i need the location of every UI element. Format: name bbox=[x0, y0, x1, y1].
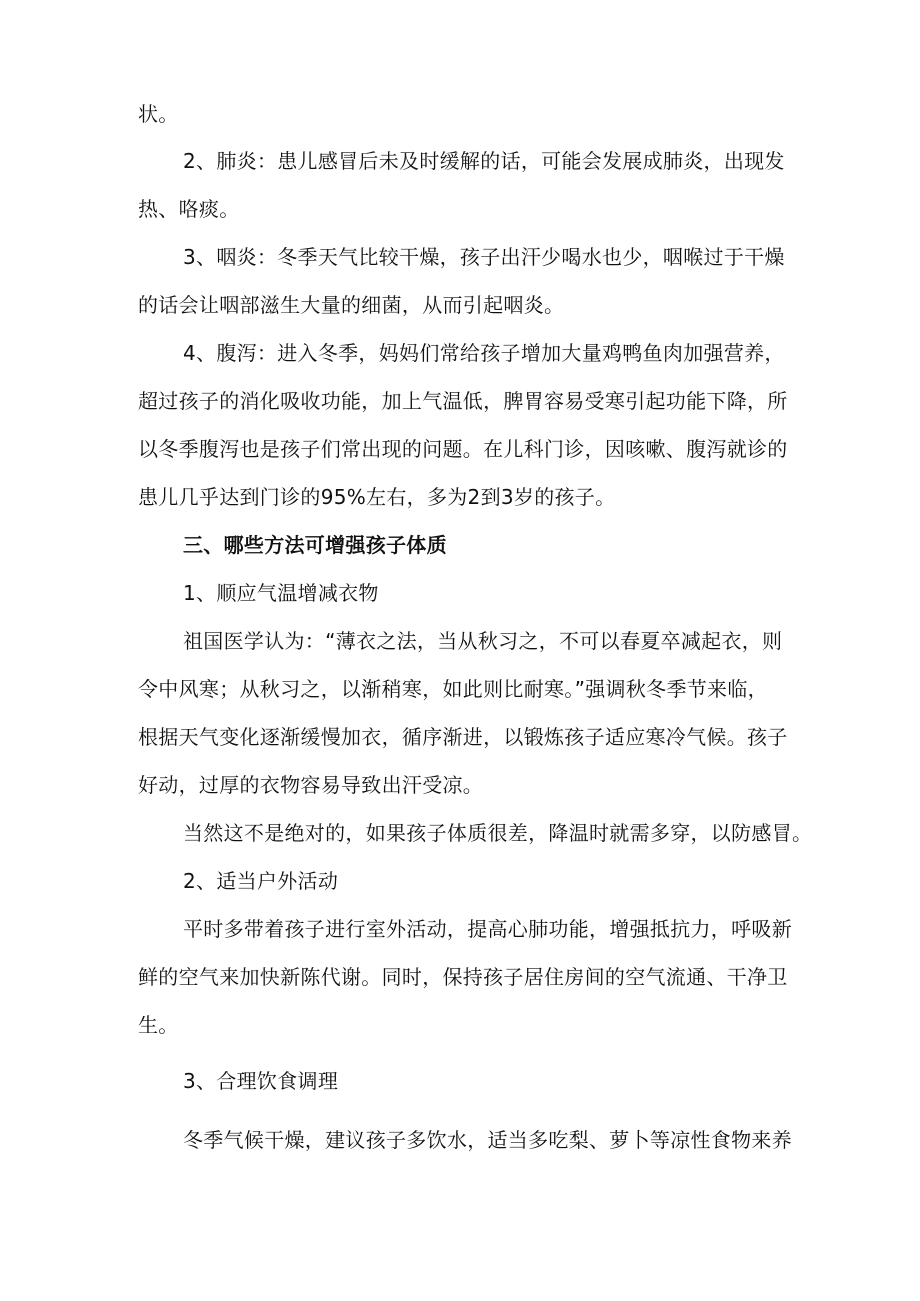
text-line: 根据天气变化逐渐缓慢加衣，循序渐进，以锻炼孩子适应寒冷气候。孩子 bbox=[138, 725, 788, 749]
text-line: 状。 bbox=[138, 102, 179, 126]
text-line: 2、肺炎：患儿感冒后未及时缓解的话，可能会发展成肺炎，出现发 bbox=[183, 149, 785, 173]
text-line: 冬季气候干燥，建议孩子多饮水，适当多吃梨、萝卜等凉性食物来养 bbox=[183, 1128, 792, 1152]
text-line: 4、腹泻：进入冬季，妈妈们常给孩子增加大量鸡鸭鱼肉加强营养， bbox=[183, 341, 785, 365]
subsection-heading: 3、合理饮食调理 bbox=[183, 1069, 339, 1093]
text-line: 平时多带着孩子进行室外活动，提高心肺功能，增强抵抗力，呼吸新 bbox=[183, 917, 792, 941]
section-heading: 三、哪些方法可增强孩子体质 bbox=[183, 533, 447, 557]
subsection-heading: 2、适当户外活动 bbox=[183, 869, 339, 893]
text-line: 3、咽炎：冬季天气比较干燥，孩子出汗少喝水也少，咽喉过于干燥 bbox=[183, 245, 785, 269]
text-line: 祖国医学认为：“薄衣之法，当从秋习之，不可以春夏卒减起衣，则 bbox=[183, 629, 783, 653]
text-line: 令中风寒；从秋习之，以渐稍寒，如此则比耐寒。”强调秋冬季节来临， bbox=[138, 677, 768, 701]
subsection-heading: 1、顺应气温增减衣物 bbox=[183, 581, 379, 605]
text-line: 的话会让咽部滋生大量的细菌，从而引起咽炎。 bbox=[138, 293, 565, 317]
text-line: 以冬季腹泻也是孩子们常出现的问题。在儿科门诊，因咳嗽、腹泻就诊的 bbox=[138, 437, 788, 461]
text-line: 患儿几乎达到门诊的95%左右，多为2到3岁的孩子。 bbox=[138, 485, 616, 509]
text-line: 好动，过厚的衣物容易导致出汗受凉。 bbox=[138, 773, 484, 797]
text-line: 当然这不是绝对的，如果孩子体质很差，降温时就需多穿，以防感冒。 bbox=[183, 821, 813, 845]
text-line: 热、咯痰。 bbox=[138, 197, 240, 221]
text-line: 超过孩子的消化吸收功能，加上气温低，脾胃容易受寒引起功能下降，所 bbox=[138, 389, 788, 413]
text-line: 鲜的空气来加快新陈代谢。同时，保持孩子居住房间的空气流通、干净卫 bbox=[138, 965, 788, 989]
text-line: 生。 bbox=[138, 1013, 179, 1037]
